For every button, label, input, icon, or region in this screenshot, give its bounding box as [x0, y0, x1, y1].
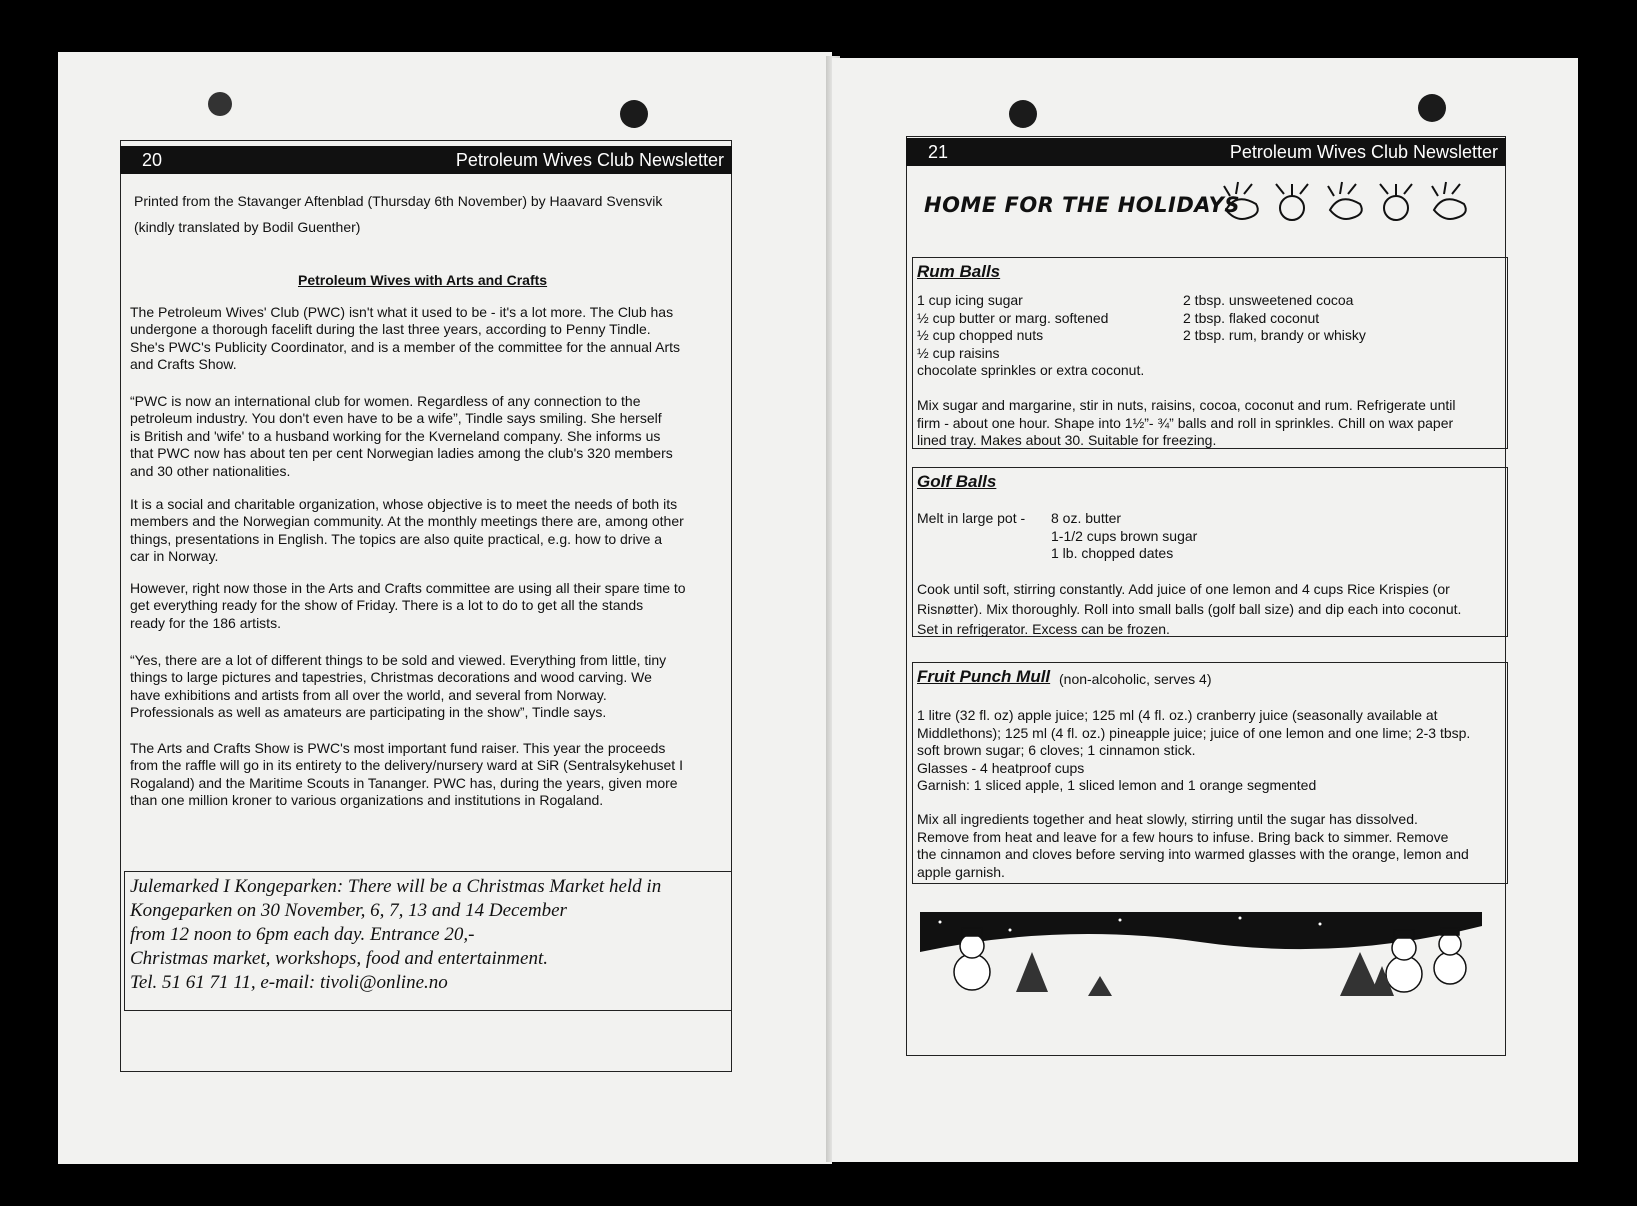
- ingredient-line: chocolate sprinkles or extra coconut.: [917, 362, 1145, 378]
- article-paragraph-line: and Crafts Show.: [130, 356, 237, 373]
- method-line: Cook until soft, stirring constantly. Add juice of one lemon and 4 cups Rice Krispies (or: [917, 581, 1450, 597]
- ingredient-line: 1 litre (32 fl. oz) apple juice; 125 ml (4 fl. oz.) cranberry juice (seasonally available at: [917, 707, 1438, 723]
- reindeer-icon: [1276, 184, 1308, 220]
- article-paragraph-line: is British and 'wife' to a husband working for the Kverneland company. She informs us: [130, 427, 661, 444]
- article-paragraph-line: that PWC now has about ten per cent Norwegian ladies among the club's 320 members: [130, 445, 673, 462]
- article-paragraph-line: petroleum industry. You don't even have to be a wife”, Tindle says smiling. She herself: [130, 410, 662, 427]
- punch-hole: [208, 92, 232, 116]
- intro-line: Printed from the Stavanger Aftenblad (Thursday 6th November) by Haavard Svensvik: [134, 193, 663, 209]
- reindeer-garland-icon: [1218, 180, 1488, 230]
- ingredient-line: Glasses - 4 heatproof cups: [917, 759, 1085, 776]
- article-paragraph-line: “PWC is now an international club for women. Regardless of any connection to the: [130, 393, 641, 409]
- article-paragraph-line: The Petroleum Wives' Club (PWC) isn't what it used to be - it's a lot more. The Club has: [130, 304, 674, 320]
- punch-hole: [620, 100, 648, 128]
- article-paragraph-line: and 30 other nationalities.: [130, 462, 291, 479]
- article-paragraph-line: get everything ready for the show of Friday. There is a lot to do to get all the stands: [130, 597, 644, 614]
- notice-line: Julemarked I Kongeparken: There will be a Christmas Market held in: [130, 876, 662, 897]
- method-line: the cinnamon and cloves before serving into warmed glasses with the orange, lemon and: [917, 846, 1469, 862]
- ingredient-line: 1-1/2 cups brown sugar: [1051, 527, 1198, 544]
- translation-credit: (kindly translated by Bodil Guenther): [134, 219, 361, 235]
- recipe-subtitle: (non-alcoholic, serves 4): [1059, 671, 1212, 687]
- newsletter-title: Petroleum Wives Club Newsletter: [1229, 141, 1498, 162]
- recipe-title: Fruit Punch Mull: [917, 667, 1051, 686]
- ingredient-line: Middlethons); 125 ml (4 fl. oz.) pineapple juice; juice of one lemon and one lime; 2-3 tbsp.: [917, 724, 1471, 741]
- method-line: lined tray. Makes about 30. Suitable for freezing.: [917, 432, 1217, 448]
- recipe-title: Golf Balls: [917, 472, 997, 491]
- melt-label: Melt in large pot -: [917, 510, 1026, 526]
- newsletter-title: Petroleum Wives Club Newsletter: [455, 149, 724, 170]
- reindeer-icon: [1224, 182, 1258, 219]
- notice-line: from 12 noon to 6pm each day. Entrance 20,-: [130, 924, 475, 945]
- ingredient-line: 2 tbsp. rum, brandy or whisky: [1183, 327, 1366, 343]
- left-page-header: [120, 146, 732, 174]
- article-paragraph-line: It is a social and charitable organization, whose objective is to meet the needs of both its: [130, 496, 678, 512]
- article-paragraph-line: Rogaland) and the Maritime Scouts in Tananger. PWC has, during the years, given more: [130, 774, 678, 791]
- ingredient-line: 2 tbsp. flaked coconut: [1183, 309, 1320, 326]
- article-paragraph-line: have exhibitions and artists from all over the world, and several from Norway.: [130, 686, 607, 703]
- ingredient-line: soft brown sugar; 6 cloves; 1 cinnamon stick.: [917, 742, 1196, 758]
- notice-line: Kongeparken on 30 November, 6, 7, 13 and 14 December: [130, 900, 567, 921]
- article-paragraph-line: things to large pictures and tapestries, Christmas decorations and wood carving. We: [130, 669, 652, 686]
- article-paragraph-line: things, presentations in English. The topics are also quite practical, e.g. how to drive a: [130, 530, 663, 547]
- holiday-banner-title: HOME FOR THE HOLIDAYS: [924, 193, 1240, 217]
- reindeer-icon: [1328, 182, 1362, 219]
- article-paragraph-line: members and the Norwegian community. At the monthly meetings there are, among other: [130, 513, 684, 530]
- method-line: apple garnish.: [917, 863, 1005, 880]
- article-paragraph-line: car in Norway.: [130, 548, 219, 565]
- recipe-title: Rum Balls: [917, 262, 1001, 281]
- ingredient-line: 1 lb. chopped dates: [1051, 545, 1174, 561]
- method-line: Mix sugar and margarine, stir in nuts, raisins, cocoa, coconut and rum. Refrigerate until: [917, 397, 1456, 413]
- ingredient-line: ½ cup butter or marg. softened: [917, 309, 1109, 326]
- article-paragraph-line: However, right now those in the Arts and Crafts committee are using all their spare time to: [130, 580, 686, 596]
- method-line: Mix all ingredients together and heat slowly, stirring until the sugar has dissolved.: [917, 811, 1418, 827]
- reindeer-icon: [1380, 184, 1412, 220]
- page-number: 21: [928, 141, 949, 162]
- punch-hole: [1418, 94, 1446, 122]
- article-paragraph-line: “Yes, there are a lot of different things to be sold and viewed. Everything from little, tiny: [130, 652, 667, 668]
- snowman-scene-illustration: [920, 912, 1482, 1004]
- method-line: Remove from heat and leave for a few hours to infuse. Bring back to simmer. Remove: [917, 828, 1449, 845]
- ingredient-line: Garnish: 1 sliced apple, 1 sliced lemon and 1 orange segmented: [917, 777, 1317, 793]
- article-paragraph-line: She's PWC's Publicity Coordinator, and is a member of the committee for the annual Arts: [130, 338, 681, 355]
- article-paragraph-line: ready for the 186 artists.: [130, 614, 281, 631]
- article-paragraph-line: undergone a thorough facelift during the last three years, according to Penny Tindle.: [130, 321, 651, 338]
- ingredient-line: 2 tbsp. unsweetened cocoa: [1183, 292, 1354, 308]
- article-title: Petroleum Wives with Arts and Crafts: [298, 272, 548, 288]
- ingredient-line: ½ cup raisins: [917, 344, 1000, 361]
- notice-line: Tel. 51 61 71 11, e-mail: tivoli@online.no: [130, 972, 448, 993]
- method-line: Risnøtter). Mix thoroughly. Roll into small balls (golf ball size) and dip each into coconut.: [917, 601, 1462, 617]
- ingredient-line: 1 cup icing sugar: [917, 292, 1023, 308]
- page-number: 20: [142, 149, 163, 170]
- right-page-header: [906, 138, 1506, 166]
- method-line: firm - about one hour. Shape into 1½”- ¾” balls and roll in sprinkles. Chill on wax paper: [917, 414, 1454, 431]
- notice-line: Christmas market, workshops, food and entertainment.: [130, 948, 548, 969]
- punch-hole: [1009, 100, 1037, 128]
- ingredient-line: 8 oz. butter: [1051, 510, 1122, 526]
- article-paragraph-line: Professionals as well as amateurs are participating in the show”, Tindle says.: [130, 704, 607, 721]
- reindeer-icon: [1432, 182, 1466, 219]
- article-paragraph-line: from the raffle will go in its entirety to the delivery/nursery ward at SiR (Sentralsykehuset I: [130, 757, 683, 774]
- method-line: Set in refrigerator. Excess can be frozen.: [917, 621, 1170, 637]
- article-paragraph-line: The Arts and Crafts Show is PWC's most important fund raiser. This year the proceeds: [130, 740, 666, 756]
- ingredient-line: ½ cup chopped nuts: [917, 327, 1044, 343]
- article-paragraph-line: than one million kroner to various organizations and institutions in Rogaland.: [130, 792, 604, 809]
